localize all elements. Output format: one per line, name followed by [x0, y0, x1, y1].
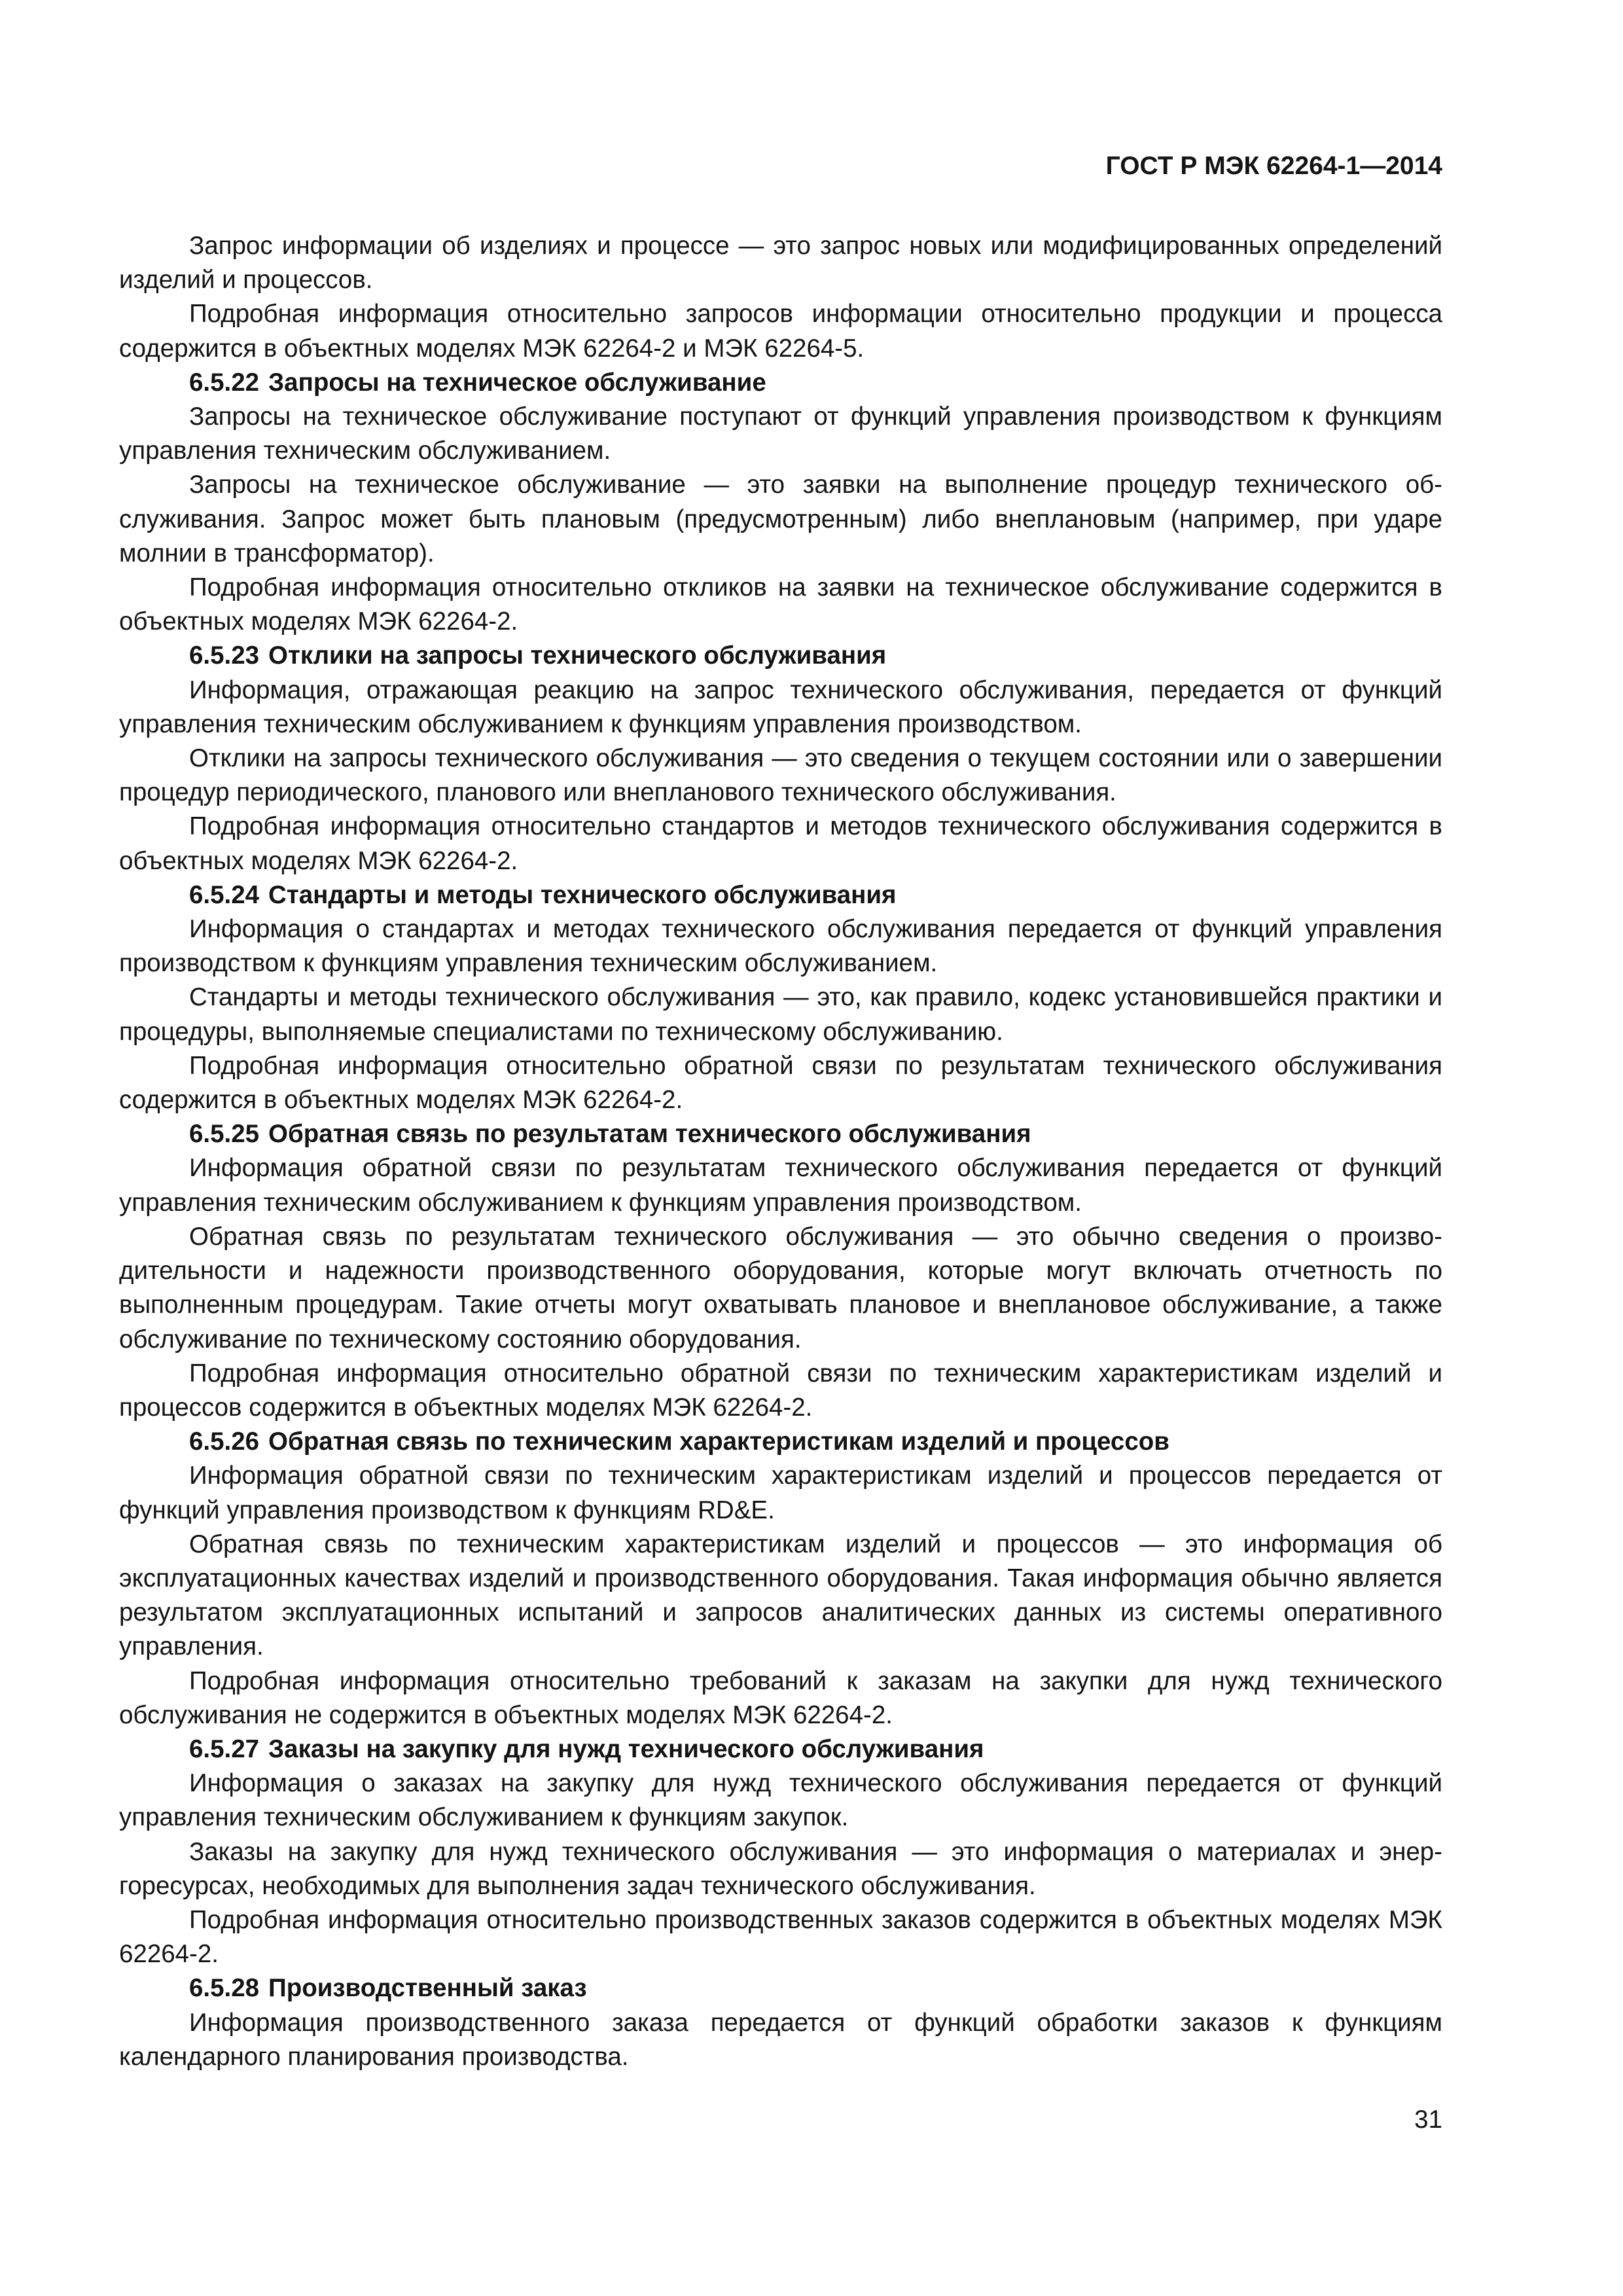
section-number: 6.5.23 — [189, 641, 260, 670]
page-header: ГОСТ Р МЭК 62264-1—2014 — [1105, 152, 1442, 180]
section-heading — [119, 639, 1442, 673]
paragraph: Подробная информация относительно откликов на заявки на техническое обслуживание содержится в объектных моделях МЭК 62264-2. — [119, 573, 1442, 636]
paragraph: Информация обратной связи по техническим характеристикам изделий и процессов передается от функций управления производством к функциям RD&E. — [119, 1462, 1442, 1524]
paragraph: Обратная связь по техническим характеристикам изделий и процессов — это информация об эксплуатационных качествах изделий и производственного оборудования. Такая информация обычно является результатом эксплуатационных испытаний и запросов аналитических данных из системы оперативного управления. — [119, 1530, 1442, 1661]
page-number: 31 — [1414, 2106, 1442, 2134]
section-heading — [119, 1425, 1442, 1459]
section-number: 6.5.28 — [189, 1974, 260, 2003]
paragraph: Подробная информация относительно обратной связи по техническим характеристикам изделий и процессов содержится в объектных моделях МЭК 62264-2. — [119, 1359, 1442, 1422]
paragraph: Подробная информация относительно стандартов и методов технического обслуживания содержится в объектных моделях МЭК 62264-2. — [119, 812, 1442, 875]
paragraph: Обратная связь по результатам технического обслуживания — это обычно сведения о производительности и надежности производственного оборудования, которые могут включать отчетность по выполненным процедурам. Такие отчеты могут охватывать плановое и внеплановое обслуживание, а также обслуживание по техническому состоянию оборудования. — [119, 1222, 1442, 1354]
section-heading — [119, 1971, 1442, 2005]
section-title: Производственный заказ — [268, 1974, 587, 2003]
section-number: 6.5.27 — [189, 1734, 260, 1763]
paragraph: Запрос информации об изделиях и процессе — это запрос новых или модифицированных определений изделий и процессов. — [119, 232, 1442, 295]
paragraph: Информация о заказах на закупку для нужд технического обслуживания передается от функций управления техническим обслуживанием к функциям закупок. — [119, 1769, 1442, 1832]
section-title: Обратная связь по техническим характеристикам изделий и процессов — [268, 1427, 1169, 1456]
paragraph: Информация обратной связи по результатам технического обслуживания передается от функций управления техническим обслуживанием к функциям управления производством. — [119, 1154, 1442, 1217]
section-title: Запросы на техническое обслуживание — [268, 368, 766, 397]
section-title: Отклики на запросы технического обслуживания — [268, 641, 887, 670]
paragraph: Информация, отражающая реакцию на запрос технического обслуживания, передается от функций управления техническим обслуживанием к функциям управления производством. — [119, 675, 1442, 738]
section-title: Обратная связь по результатам технического обслуживания — [268, 1120, 1031, 1149]
section-number: 6.5.22 — [189, 368, 260, 397]
paragraph: Подробная информация относительно обратной связи по результатам технического обслуживания содержится в объектных моделях МЭК 62264-2. — [119, 1051, 1442, 1115]
section-title: Заказы на закупку для нужд технического обслуживания — [268, 1734, 984, 1763]
document-body — [119, 229, 1442, 2074]
section-number: 6.5.24 — [189, 880, 260, 909]
paragraph: Подробная информация относительно требований к заказам на закупки для нужд технического обслуживания не содержится в объектных моделях МЭК 62264-2. — [119, 1666, 1442, 1729]
paragraph: Подробная информация относительно запросов информации относительно продукции и процесса содержится в объектных моделях МЭК 62264-2 и МЭК 62264-5. — [119, 300, 1442, 363]
paragraph: Отклики на запросы технического обслуживания — это сведения о текущем состоянии или о завершении процедур периодического, планового или внепланового технического обслуживания. — [119, 744, 1442, 807]
paragraph: Стандарты и методы технического обслуживания — это, как правило, кодекс установившейся практики и процедуры, выполняемые специалистами по техническому обслуживанию. — [119, 983, 1442, 1046]
paragraph: Запросы на техническое обслуживание — это заявки на выполнение процедур технического обслуживания. Запрос может быть плановым (предусмотренным) либо внеплановым (например, при ударе молнии в трансформатор). — [119, 471, 1442, 567]
paragraph: Запросы на техническое обслуживание поступают от функций управления производством к функциям управления техническим обслуживанием. — [119, 403, 1442, 465]
paragraph: Подробная информация относительно производственных заказов содержится в объектных моделях МЭК 62264-2. — [119, 1905, 1442, 1969]
paragraph: Информация производственного заказа передается от функций обработки заказов к функциям календарного планирования производства. — [119, 2008, 1442, 2071]
section-title: Стандарты и методы технического обслуживания — [268, 880, 897, 909]
section-heading — [119, 366, 1442, 400]
section-number: 6.5.26 — [189, 1427, 260, 1456]
section-heading — [119, 1117, 1442, 1151]
section-number: 6.5.25 — [189, 1120, 260, 1149]
section-heading — [119, 1732, 1442, 1767]
paragraph: Заказы на закупку для нужд технического обслуживания — это информация о материалах и энергоресурсах, необходимых для выполнения задач технического обслуживания. — [119, 1837, 1442, 1900]
section-heading — [119, 878, 1442, 912]
paragraph: Информация о стандартах и методах технического обслуживания передается от функций управления производством к функциям управления техническим обслуживанием. — [119, 915, 1442, 978]
